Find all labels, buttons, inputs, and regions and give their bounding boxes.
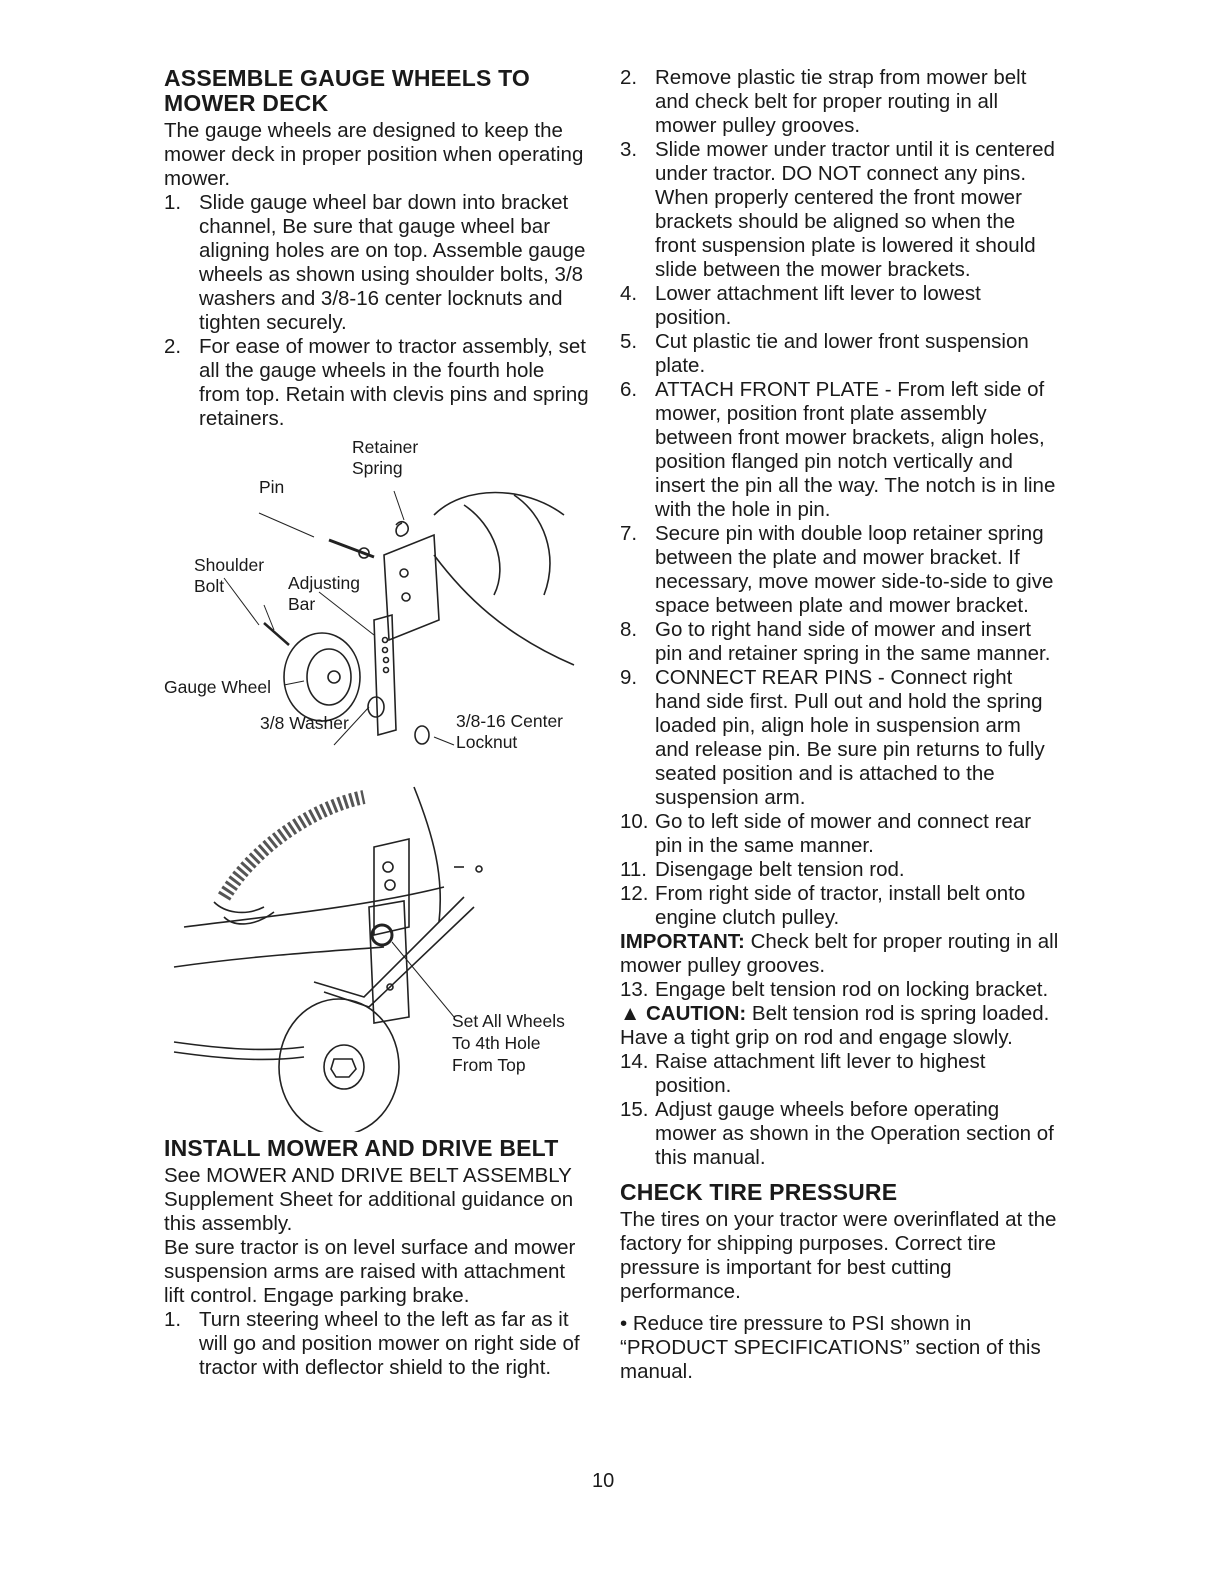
list-item: 15. Adjust gauge wheels before operating mower as shown in the Operation section of this manual. <box>620 1098 1054 1169</box>
install-steps-14-15 <box>620 1050 1060 1170</box>
list-item: 14. Raise attachment lift lever to highest position. <box>620 1050 986 1097</box>
center-locknut-label: 3/8-16 Center <box>456 711 564 731</box>
list-item: 2. For ease of mower to tractor assembly, set all the gauge wheels in the fourth hole from top. Retain with clevis pins and spring retainers. <box>164 335 589 430</box>
set-wheels-label-1: Set All Wheels <box>452 1011 565 1031</box>
gauge-wheels-intro: The gauge wheels are designed to keep the mower deck in proper position when operating mower. <box>164 119 584 190</box>
section-title-gauge-wheels: ASSEMBLE GAUGE WHEELS TO MOWER DECK <box>164 65 531 116</box>
page-number: 10 <box>592 1470 615 1492</box>
install-steps-13 <box>620 978 1060 1002</box>
install-mower-para-1: See MOWER AND DRIVE BELT ASSEMBLY Supplement Sheet for additional guidance on this assembly. <box>164 1164 574 1235</box>
set-wheels-label-3: From Top <box>452 1055 526 1075</box>
spring-label: Spring <box>352 458 403 478</box>
set-wheels-label-2: To 4th Hole <box>452 1033 541 1053</box>
list-item: 5. Cut plastic tie and lower front suspension plate. <box>620 330 1029 377</box>
bolt-label: Bolt <box>194 576 225 596</box>
list-item: 1. Turn steering wheel to the left as far as it will go and position mower on right side of tractor with deflector shield to the right. <box>164 1308 580 1379</box>
list-item: 11. Disengage belt tension rod. <box>620 858 905 881</box>
list-item: 9. CONNECT REAR PINS - Connect right hand side first. Pull out and hold the spring loaded pin, align hole in suspension arm and release pin. Be sure pin returns to fully seated position and is attached to the suspension arm. <box>620 666 1045 809</box>
warning-icon: ▲ <box>620 1002 641 1025</box>
left-column <box>164 66 589 1380</box>
list-item: 6. ATTACH FRONT PLATE - From left side of mower, position front plate assembly between front mower brackets, align holes, position flanged pin notch vertically and insert the pin all the way. The notch is in line with the hole in pin. <box>620 378 1056 521</box>
list-item: 4. Lower attachment lift lever to lowest position. <box>620 282 981 329</box>
install-steps-continued <box>620 66 1060 930</box>
wheel-hole-diagram <box>164 777 589 1132</box>
section-title-tire-pressure: CHECK TIRE PRESSURE <box>620 1179 898 1205</box>
retainer-label: Retainer <box>352 437 419 457</box>
pin-label: Pin <box>259 477 285 497</box>
locknut-label: Locknut <box>456 732 518 752</box>
gauge-wheel-label: Gauge Wheel <box>164 677 272 697</box>
adjusting-label: Adjusting <box>288 573 360 593</box>
caution-note: ▲ CAUTION: Belt tension rod is spring loaded. Have a tight grip on rod and engage slowly. <box>620 1002 1050 1049</box>
tire-pressure-bullet: • Reduce tire pressure to PSI shown in “PRODUCT SPECIFICATIONS” section of this manual. <box>620 1312 1041 1383</box>
section-title-install-mower: INSTALL MOWER AND DRIVE BELT <box>164 1135 559 1161</box>
list-item: 2. Remove plastic tie strap from mower belt and check belt for proper routing in all mower pulley grooves. <box>620 66 1027 137</box>
list-item: 3. Slide mower under tractor until it is centered under tractor. DO NOT connect any pins. When properly centered the front mower brackets should be aligned so when the front suspension plate is lowered it should slide between the mower brackets. <box>620 138 1055 281</box>
bar-label: Bar <box>288 594 316 614</box>
wheel-hole-drawing <box>164 777 589 1132</box>
tire-pressure-para: The tires on your tractor were overinflated at the factory for shipping purposes. Correct tire pressure is important for best cutting performance. <box>620 1208 1057 1303</box>
list-item: 8. Go to right hand side of mower and insert pin and retainer spring in the same manner. <box>620 618 1051 665</box>
right-column <box>620 66 1060 1384</box>
shoulder-label: Shoulder <box>194 555 265 575</box>
list-item: 12. From right side of tractor, install belt onto engine clutch pulley. <box>620 882 1026 929</box>
list-item: 13. Engage belt tension rod on locking bracket. <box>620 978 1049 1001</box>
install-mower-steps <box>164 1308 589 1380</box>
gauge-wheels-steps <box>164 191 589 431</box>
list-item: 10. Go to left side of mower and connect rear pin in the same manner. <box>620 810 1032 857</box>
gauge-wheel-assembly-diagram <box>164 437 589 777</box>
list-item: 1. Slide gauge wheel bar down into bracket channel, Be sure that gauge wheel bar aligning holes are on top. Assemble gauge wheels as shown using shoulder bolts, 3/8 washers and 3/8-16 center locknuts and tighten securely. <box>164 191 586 334</box>
list-item: 7. Secure pin with double loop retainer spring between the plate and mower bracket. If necessary, move mower side-to-side to give space between plate and mower bracket. <box>620 522 1054 617</box>
washer-label: 3/8 Washer <box>260 713 349 733</box>
important-note: IMPORTANT: Check belt for proper routing in all mower pulley grooves. <box>620 930 1059 977</box>
install-mower-para-2: Be sure tractor is on level surface and mower suspension arms are raised with attachment lift control. Engage parking brake. <box>164 1236 576 1307</box>
